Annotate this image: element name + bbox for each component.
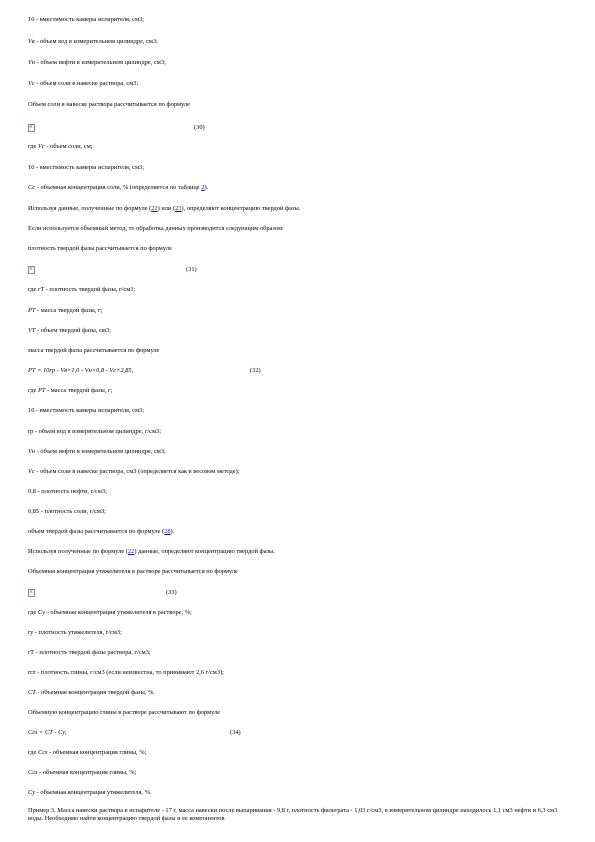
line-text: - объем соли в навеске раствора, см3 (определяется как в весовом методе); — [34, 468, 240, 475]
equation-number: (32) — [250, 367, 261, 374]
line-text: - объем нефти в измерительном цилиндре, см3; — [35, 448, 166, 455]
line-text: объем твердой фазы рассчитывается по формуле ( — [28, 528, 165, 535]
broken-image-icon — [28, 266, 35, 274]
line-text: - объемная концентрация глины, %; — [47, 749, 147, 756]
line-text: rТ - плотность твердой фазы раствора, г/см3; — [28, 649, 151, 656]
example-paragraph: Пример 3. Масса навески раствора в испарителе - 17 г, масса навески после выпаривания - 9,8 г, плотность фильтрата - 1,03 г/см3, в измерительном цилиндре находилось 1,1 см3 нефти и 6,3 см3 воды. Необходимо найти концентрацию твердой фазы и ее компонентов — [28, 807, 558, 822]
text-line — [28, 327, 111, 335]
line-text: где — [28, 143, 38, 150]
text-line — [28, 80, 138, 88]
text-line — [28, 307, 102, 315]
text-line — [28, 225, 284, 233]
text-line — [28, 769, 136, 777]
text-line — [28, 669, 224, 677]
symbol: РТ — [28, 307, 36, 314]
text-line — [28, 347, 159, 355]
text-line — [28, 184, 208, 192]
symbol: Vв — [28, 38, 35, 45]
text-line — [28, 649, 151, 657]
line-text: плотность твердой фазы рассчитывается по формуле — [28, 245, 172, 252]
text-line — [28, 749, 146, 757]
text-line — [28, 387, 112, 395]
line-text: ). — [204, 184, 209, 191]
symbol: РТ — [38, 387, 46, 394]
line-text: - объем соли, см; — [44, 143, 93, 150]
symbol: СТ — [28, 689, 36, 696]
equation: Сгл = СТ - Сy, — [28, 729, 67, 736]
symbol: Vс — [28, 80, 35, 87]
reference-link[interactable]: 22 — [151, 205, 158, 212]
text-line — [28, 508, 106, 516]
line-text: Используя данные, полученные по формуле ( — [28, 205, 152, 212]
line-text: - масса твердой фазы, г; — [45, 387, 113, 394]
line-text: ) или ( — [157, 205, 176, 212]
symbol: Vн — [28, 59, 36, 66]
line-text: где — [28, 387, 38, 394]
symbol: Сгл — [38, 749, 48, 756]
text-line — [28, 428, 161, 436]
line-text: - объемная концентрация соли, % (определяется по таблице — [35, 184, 202, 191]
text-line — [28, 448, 166, 456]
symbol: rТ — [38, 286, 45, 293]
line-text: - масса твердой фазы, г; — [35, 307, 103, 314]
line-text: - объем твердой фазы, см3; — [35, 327, 111, 334]
equation-number: (33) — [166, 589, 177, 596]
reference-link[interactable]: 23 — [175, 205, 182, 212]
equation-number: (30) — [194, 124, 205, 131]
symbol: Vн — [28, 448, 36, 455]
broken-image-icon — [28, 589, 35, 597]
line-text: 10 - вместимость камеры испарителя, см3; — [28, 16, 144, 23]
symbol: Сгл — [28, 769, 38, 776]
symbol: Vс — [28, 468, 35, 475]
reference-link[interactable]: 28 — [164, 528, 171, 535]
line-text: - объемная концентрация утяжелителя, %. — [35, 789, 152, 796]
text-line — [28, 689, 155, 697]
line-text: ). — [170, 528, 175, 535]
text-line — [28, 629, 122, 637]
text-line — [28, 38, 158, 46]
line-text: Объем соли в навеске раствора рассчитывается по формуле — [28, 101, 190, 108]
formula-row — [28, 266, 35, 274]
formula-row — [28, 589, 35, 597]
text-line — [28, 16, 144, 24]
line-text: - плотность твердой фазы, г/см3; — [44, 286, 136, 293]
line-text: 0,8 - плотность нефти, г/см3; — [28, 488, 107, 495]
line-text: ), определяют концентрацию твердой фазы. — [181, 205, 301, 212]
line-text: rр - объем вод в измерительном цилиндре, г/см3; — [28, 428, 161, 435]
text-line — [28, 245, 172, 253]
line-text: - объемная концентрация глины, %; — [37, 769, 137, 776]
broken-image-icon — [28, 124, 35, 132]
line-text: где — [28, 749, 38, 756]
text-line — [28, 609, 192, 617]
line-text: - объемная концентрация утяжелителя в растворе, %; — [45, 609, 192, 616]
line-text: масса твердой фазы рассчитывается по формуле — [28, 347, 160, 354]
line-text: где — [28, 609, 38, 616]
text-line — [28, 528, 174, 536]
line-text: Если используется объемный метод, то обработка данных производится следующим образом: — [28, 225, 284, 232]
formula-row — [28, 124, 35, 132]
line-text: Используя полученные по формуле ( — [28, 548, 128, 555]
line-text: - объем вод в измерительном цилиндре, см3; — [34, 38, 158, 45]
line-text: 10 - вместимость камеры испарителя, см3; — [28, 407, 144, 414]
line-text: - объем нефти в измерительном цилиндре, см3; — [35, 59, 166, 66]
text-line — [28, 709, 220, 717]
symbol: Сy — [28, 789, 36, 796]
equation-number: (31) — [186, 266, 197, 273]
text-line — [28, 101, 190, 109]
text-line — [28, 59, 166, 67]
text-line — [28, 286, 135, 294]
line-text: Объемная концентрация утяжелителя в растворе рассчитывается по формуле — [28, 568, 238, 575]
equation: РТ = 10rр - Vв×1,0 - Vн×0,8 - Vс×2,85, — [28, 367, 134, 374]
text-line — [28, 143, 93, 151]
reference-link[interactable]: 2 — [201, 184, 205, 191]
line-text: ) данные, определяют концентрацию твердой фазы. — [134, 548, 275, 555]
symbol: Сy — [38, 609, 46, 616]
line-text: rгл - плотность глины, г/см3 (если неизвестна, то принимают 2,6 г/см3); — [28, 669, 224, 676]
reference-link[interactable]: 22 — [127, 548, 135, 555]
text-line — [28, 164, 144, 172]
symbol: Сс — [28, 184, 36, 191]
line-text: 0,85 - плотность соли, г/см3; — [28, 508, 106, 515]
line-text: Объемную концентрацию глины в растворе рассчитывают по формуле — [28, 709, 221, 716]
symbol: VТ — [28, 327, 36, 334]
text-line — [28, 468, 240, 476]
line-text: где — [28, 286, 38, 293]
line-text: - объем соли в навеске раствора, см3; — [34, 80, 139, 87]
line-text: - объемная концентрация твердой фазы, %. — [35, 689, 155, 696]
line-text: ry - плотность утяжелителя, г/см3; — [28, 629, 122, 636]
equation-number: (34) — [230, 729, 241, 736]
text-line — [28, 205, 300, 213]
line-text: 10 - вместимость камеры испарителя, см3; — [28, 164, 144, 171]
text-line — [28, 568, 238, 576]
text-line — [28, 488, 107, 496]
text-line — [28, 407, 144, 415]
symbol: Vс — [38, 143, 45, 150]
text-line — [28, 548, 275, 556]
text-line — [28, 789, 152, 797]
